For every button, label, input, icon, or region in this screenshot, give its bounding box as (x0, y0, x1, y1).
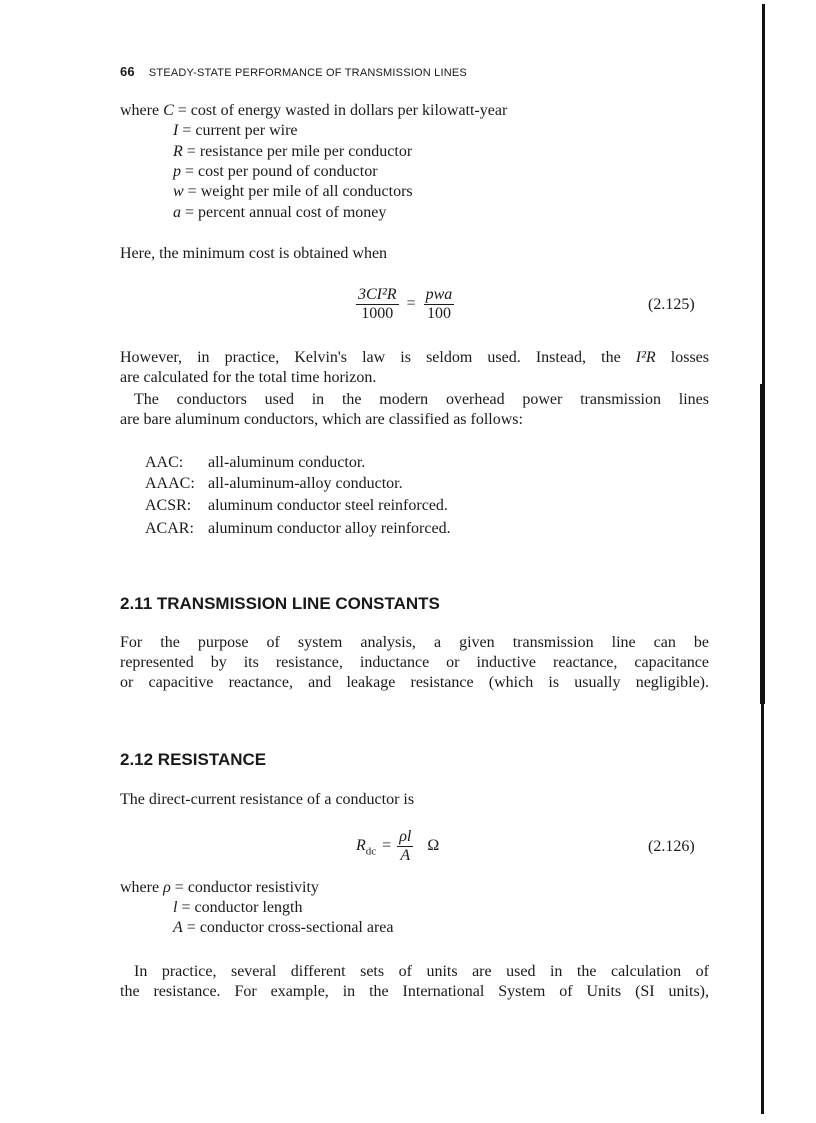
equation-fraction: $\frac{\rho l}{A}$ (399, 828, 412, 864)
list-item: AAAC: all-aluminum-alloy conductor. (145, 475, 403, 492)
paragraph-line-constants: For the purpose of system analysis, a given transmission line can be represented by its resistance, inductance or inductive reactance, capacitance or capacitive reactance, and leakage resistance (which is usually negligible). (120, 634, 709, 691)
running-title: STEADY-STATE PERFORMANCE OF TRANSMISSION LINES (148, 67, 467, 79)
equation-lhs-fraction: $\frac{\text{3CI²R}}{1000}$ (358, 286, 397, 322)
section-heading-2-12: 2.12 RESISTANCE (120, 750, 267, 769)
definition-item: R = resistance per mile per conductor (173, 143, 413, 160)
equation-rhs-fraction: $\frac{\text{pwa}}{100}$ (425, 286, 453, 322)
definition-item: A = conductor cross-sectional area (173, 919, 394, 936)
page-number: 66 (120, 64, 135, 79)
equation-2-126: $R_{dc}$ = $\frac{\rho l}{A}$ Ω (356, 828, 440, 864)
paragraph-kelvin: However, in practice, Kelvin's law is seldom used. Instead, the I²R losses are calculated for the total time horizon. (120, 349, 709, 386)
definition-item: w = weight per mile of all conductors (173, 183, 413, 200)
equation-2-125: $\frac{\text{3CI²R}}{1000}$ = $\frac{\text{pwa}}{100}$ (358, 286, 453, 322)
equation-number: (2.125) (648, 296, 695, 313)
list-item: ACSR: aluminum conductor steel reinforced. (145, 497, 448, 514)
definition-item: p = cost per pound of conductor (173, 163, 378, 180)
paragraph-conductors: The conductors used in the modern overhead power transmission lines are bare aluminum conductors, which are classified as follows: (120, 391, 709, 428)
definition-item: I = current per wire (173, 122, 298, 139)
running-header (120, 64, 467, 79)
definition-item: where ρ = conductor resistivity (120, 879, 319, 896)
equation-number: (2.126) (648, 838, 695, 855)
definition-item: l = conductor length (173, 899, 303, 916)
definition-item: a = percent annual cost of money (173, 204, 387, 221)
paragraph-min-cost: Here, the minimum cost is obtained when (120, 245, 388, 262)
definition-item: where C = cost of energy wasted in dollars per kilowatt-year (120, 102, 508, 119)
list-item: ACAR: aluminum conductor alloy reinforced. (145, 520, 451, 537)
paragraph-dc-resistance: The direct-current resistance of a conductor is (120, 791, 415, 808)
paragraph-units: In practice, several different sets of units are used in the calculation of the resistance. For example, in the International System of Units (SI units), (120, 963, 709, 1000)
list-item: AAC: all-aluminum conductor. (145, 454, 366, 471)
section-heading-2-11: 2.11 TRANSMISSION LINE CONSTANTS (120, 594, 440, 613)
